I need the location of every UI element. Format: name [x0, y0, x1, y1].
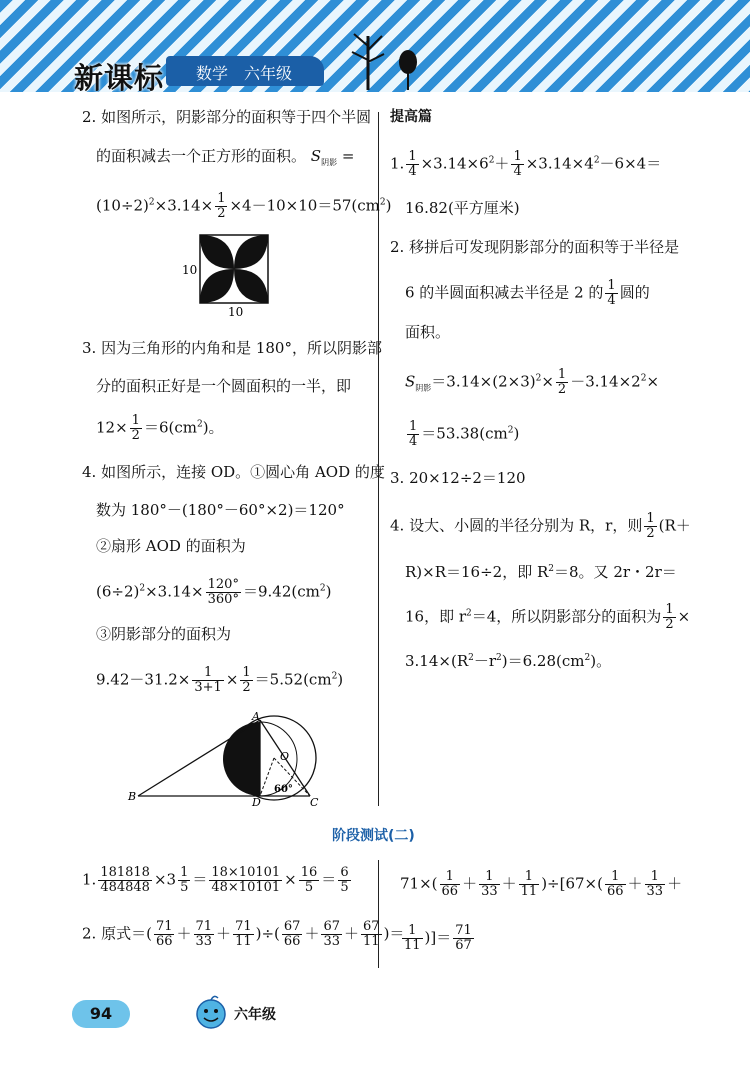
formula-line: $S_{阴影}=3.14\times(2\times 3)^2\times$ $\frac{1}{2}$ $-3.14\times 2^2\times$ — [405, 367, 660, 397]
formula-line — [82, 920, 404, 949]
tree-icon — [346, 26, 426, 92]
text: )＝ — [383, 924, 405, 943]
text: ＝6(cm — [143, 418, 197, 437]
fraction: $\frac{1}{2}$ — [646, 511, 655, 541]
text: )]＝ — [424, 928, 452, 947]
angle-label: 60° — [274, 784, 293, 795]
text: 1. — [82, 870, 97, 889]
text: ＝4，所以阴影部分的面积为 — [471, 607, 662, 626]
figure-label: 10 — [228, 305, 244, 318]
text: ) — [513, 424, 520, 443]
fraction: $\frac{67}{66}$ — [283, 919, 301, 949]
triangle-circle-figure — [124, 710, 334, 810]
text: ×4－10×10＝57(cm — [229, 196, 380, 215]
symbol: S — [310, 147, 322, 165]
text: × — [284, 870, 297, 889]
text: ＝53.38(cm — [421, 424, 508, 443]
text: × — [677, 607, 691, 626]
formula-line: $(10\div 2)^2\times 3.14\times$ $\frac{1}{2}$ $\times 4-10\times 10=57(cm^2)$ — [96, 191, 392, 221]
text-line: 4. 如图所示，连接 OD。①圆心角 AOD 的度 — [82, 463, 385, 481]
text-line: $3.14\times(R^2-r^2)=6.28(cm^2)$。 — [405, 652, 612, 670]
text-line: 数为 180°－(180°－60°×2)＝120° — [96, 501, 345, 519]
fraction: $\frac{1}{2}$ — [217, 191, 226, 221]
text: －6×4＝ — [599, 154, 662, 173]
point-label: A — [252, 710, 260, 723]
text-line: 分的面积正好是一个圆面积的一半，即 — [96, 377, 352, 395]
fraction: $\frac{1}{2}$ — [665, 602, 674, 632]
text: ×3.14× — [145, 582, 204, 601]
symbol: S — [405, 372, 416, 391]
fraction: $\frac{120^\circ}{360^\circ}$ — [207, 577, 239, 607]
text: (R＋ — [658, 516, 691, 535]
section-heading: 提高篇 — [390, 109, 432, 125]
fraction: $\frac{1}{5}$ — [180, 865, 189, 895]
text: ＋ — [304, 924, 320, 943]
text: × — [225, 670, 239, 689]
text: ×3 — [153, 870, 177, 889]
text: ×3.14×6 — [420, 154, 489, 173]
column-divider-bottom — [378, 860, 379, 968]
formula-line — [82, 866, 353, 895]
fraction: $\frac{1}{66}$ — [606, 869, 624, 899]
text: ＝5.52(cm — [254, 670, 332, 689]
text: )÷[67×( — [541, 874, 603, 893]
fraction: $\frac{1}{2}$ — [131, 413, 140, 443]
text: ＝3.14×(2×3) — [431, 372, 536, 391]
text: ＋ — [667, 874, 683, 893]
text: × — [646, 372, 660, 391]
text: 3.14×(R — [405, 652, 469, 670]
text: 71×( — [400, 874, 438, 893]
fraction: $\frac{6}{5}$ — [340, 865, 349, 895]
text-line: 3. 因为三角形的内角和是 180°，所以阴影部 — [82, 339, 382, 357]
text: －3.14×2 — [570, 372, 641, 391]
fraction: $\frac{1}{66}$ — [441, 869, 459, 899]
fraction: $\frac{1}{4}$ — [408, 149, 417, 179]
fraction: $\frac{181818}{484848}$ — [100, 865, 150, 895]
fraction: $\frac{18\times 10101}{48\times 10101}$ — [211, 865, 281, 895]
text: ×3.14×4 — [525, 154, 594, 173]
text-line: 3. 20×12÷2＝120 — [390, 469, 526, 487]
fraction: $\frac{71}{11}$ — [235, 919, 252, 949]
fraction: $\frac{67}{33}$ — [323, 919, 340, 949]
text: ＋ — [344, 924, 360, 943]
text: ) — [385, 196, 392, 215]
text: 4. 设大、小圆的半径分别为 R，r，则 — [390, 516, 643, 535]
formula-line — [400, 870, 682, 899]
text: )＝6.28(cm — [501, 652, 585, 670]
text-line — [390, 512, 691, 541]
text: ＋ — [216, 924, 232, 943]
text: )。 — [590, 652, 612, 670]
figure-label: 10 — [182, 263, 198, 277]
text-line: 2. 移拼后可发现阴影部分的面积等于半径是 — [390, 238, 680, 256]
point-label: C — [310, 796, 319, 809]
text-line — [405, 279, 650, 308]
text: ＝9.42(cm — [242, 582, 320, 601]
fraction: $\frac{1}{2}$ — [242, 665, 251, 695]
text: )。 — [202, 418, 224, 437]
fraction: $\frac{1}{2}$ — [557, 367, 567, 397]
subscript: 阴影 — [321, 158, 338, 167]
fraction: $\frac{1}{4}$ — [513, 149, 522, 179]
formula-line: 1. $\frac{1}{4}$ $\times 3.14\times 6^2+$ $\frac{1}{4}$ $\times 3.14\times 4^2-6\times 4=$ — [390, 149, 662, 179]
petal-square-figure — [182, 232, 282, 318]
text: ＝ — [192, 870, 208, 889]
text: 12× — [96, 418, 128, 437]
fraction: $\frac{1}{33}$ — [646, 869, 664, 899]
text: 圆的 — [619, 283, 650, 302]
fraction: $\frac{1}{4}$ — [607, 278, 616, 308]
text: ＋ — [494, 154, 510, 173]
formula-line — [400, 924, 476, 953]
fraction: $\frac{1}{3+1}$ — [194, 665, 222, 695]
text: R)×R＝16÷2，即 R — [405, 563, 549, 581]
fraction: $\frac{1}{11}$ — [404, 923, 421, 953]
text: ×3.14× — [154, 196, 214, 215]
text: 9.42－31.2× — [96, 670, 191, 689]
section-title: 阶段测试(二) — [332, 828, 415, 844]
page-number: 94 — [72, 1000, 130, 1028]
text: 16，即 r — [405, 607, 467, 626]
text: ＋ — [627, 874, 643, 893]
text: 的面积减去一个正方形的面积。 — [96, 147, 307, 165]
formula-line: 12× $\frac{1}{2}$ $=6(cm^2)$。 — [96, 413, 224, 443]
text: ) — [337, 670, 344, 689]
formula-line: $(6\div 2)^2\times 3.14\times$ $\frac{120^\circ}{360^\circ}$ $=9.42(cm^2)$ — [96, 577, 332, 607]
fraction: $\frac{1}{33}$ — [481, 869, 498, 899]
formula-line: 9.42－31.2× $\frac{1}{3+1}$ × $\frac{1}{2}$ $=5.52(cm^2)$ — [96, 665, 344, 695]
text: ＋ — [501, 874, 517, 893]
text: －r — [473, 652, 497, 670]
text: ＋ — [462, 874, 478, 893]
text: ＋ — [176, 924, 192, 943]
text: (10÷2) — [96, 196, 149, 215]
point-label: D — [252, 796, 261, 809]
text: )÷( — [255, 924, 280, 943]
text: ＝ — [321, 870, 337, 889]
subscript: 阴影 — [415, 383, 432, 393]
fraction: $\frac{16}{5}$ — [300, 865, 318, 895]
text: ＝8。又 2r・2r＝ — [554, 563, 677, 581]
text: 1. — [390, 154, 405, 173]
point-label: B — [128, 790, 137, 803]
mascot-icon — [192, 994, 230, 1030]
fraction: $\frac{1}{4}$ — [409, 419, 418, 449]
text: 6 的半圆面积减去半径是 2 的 — [405, 283, 604, 302]
text-line: R)×R＝16÷2，即 $R^2=8$。又 2r・2r＝ — [405, 563, 677, 581]
fraction: $\frac{67}{11}$ — [363, 919, 380, 949]
formula-line: $\frac{1}{4}$ $=53.38(cm^2)$ — [409, 419, 520, 449]
fraction: $\frac{71}{33}$ — [195, 919, 213, 949]
brand-title: 新课标 — [74, 61, 165, 95]
text: × — [541, 372, 554, 391]
text-line: 16，即 $r^2=4$，所以阴影部分的面积为 $\frac{1}{2}$ × — [405, 602, 691, 632]
point-label: O — [280, 750, 290, 763]
text-line: 2. 如图所示，阴影部分的面积等于四个半圆 — [82, 108, 372, 126]
text: ) — [325, 582, 332, 601]
text: (6÷2) — [96, 582, 140, 601]
text-line: 16.82(平方厘米) — [405, 199, 520, 217]
text-line — [96, 146, 354, 173]
fraction: $\frac{71}{66}$ — [155, 919, 173, 949]
text-line: ②扇形 AOD 的面积为 — [96, 537, 246, 555]
grade-label: 六年级 — [234, 1007, 276, 1023]
text: = — [341, 147, 355, 165]
fraction: $\frac{1}{11}$ — [520, 869, 538, 899]
text: 2. 原式＝( — [82, 924, 152, 943]
subject-label: 数学 六年级 — [196, 64, 293, 83]
fraction: $\frac{71}{67}$ — [455, 923, 472, 953]
text-line: 面积。 — [405, 323, 451, 341]
text-line: ③阴影部分的面积为 — [96, 625, 232, 643]
